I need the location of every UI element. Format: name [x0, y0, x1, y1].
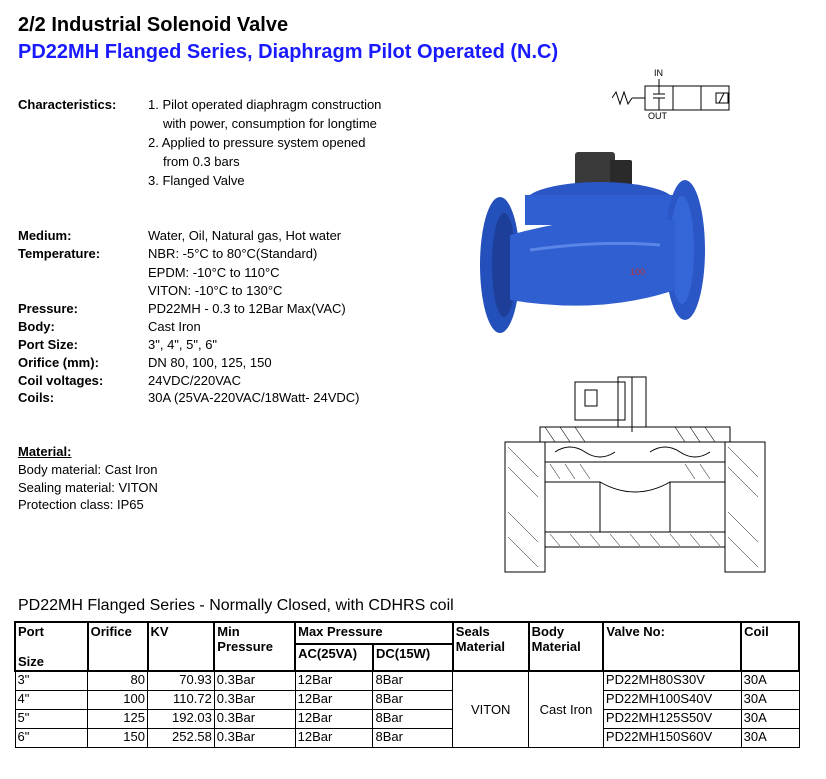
cell-ac: 12Bar	[295, 710, 373, 729]
char-line: with power, consumption for longtime	[163, 116, 377, 131]
cell-min: 0.3Bar	[214, 691, 295, 710]
page-title: 2/2 Industrial Solenoid Valve	[18, 14, 289, 36]
cell-ac: 12Bar	[295, 671, 373, 691]
cell-coil: 30A	[741, 710, 799, 729]
char-line: 2. Applied to pressure system opened	[148, 135, 366, 150]
cell-valve: PD22MH150S60V	[603, 729, 741, 748]
header-seals: Seals Material	[453, 622, 529, 671]
svg-text:100: 100	[630, 267, 646, 277]
cell-kv: 252.58	[148, 729, 215, 748]
cell-dc: 8Bar	[373, 729, 453, 748]
cell-dc: 8Bar	[373, 671, 453, 691]
symbol-out-label: OUT	[648, 111, 667, 121]
header-min: Min Pressure	[214, 622, 295, 671]
header-orifice: Orifice	[88, 622, 148, 671]
spec-label: Coil voltages:	[18, 373, 104, 388]
spec-value: VITON: -10°C to 130°C	[148, 283, 283, 298]
cell-min: 0.3Bar	[214, 729, 295, 748]
material-heading: Material:	[18, 444, 72, 459]
spec-value: PD22MH - 0.3 to 12Bar Max(VAC)	[148, 301, 346, 316]
page-subtitle: PD22MH Flanged Series, Diaphragm Pilot Operated (N.C)	[18, 41, 559, 63]
table-title: PD22MH Flanged Series - Normally Closed, with CDHRS coil	[18, 597, 454, 614]
cell-port: 5"	[15, 710, 88, 729]
table-row	[15, 729, 799, 748]
material-line: Sealing material: VITON	[18, 480, 158, 495]
cell-coil: 30A	[741, 671, 799, 691]
cross-section-diagram	[500, 372, 770, 582]
cell-ac: 12Bar	[295, 691, 373, 710]
characteristics-label: Characteristics:	[18, 97, 117, 112]
char-line: 3. Flanged Valve	[148, 173, 245, 188]
table-row	[15, 710, 799, 729]
cell-kv: 192.03	[148, 710, 215, 729]
header-ac: AC(25VA)	[295, 644, 373, 671]
spec-value: 3", 4", 5", 6"	[148, 337, 218, 352]
spec-table	[14, 621, 800, 748]
char-line: from 0.3 bars	[163, 154, 240, 169]
cell-port: 6"	[15, 729, 88, 748]
header-dc: DC(15W)	[373, 644, 453, 671]
spec-value: 30A (25VA-220VAC/18Watt- 24VDC)	[148, 390, 360, 405]
spec-label: Port Size:	[18, 337, 78, 352]
cell-orifice: 125	[88, 710, 148, 729]
cell-min: 0.3Bar	[214, 671, 295, 691]
cell-coil: 30A	[741, 729, 799, 748]
cell-orifice: 80	[88, 671, 148, 691]
header-max-pressure: Max Pressure	[295, 622, 453, 644]
cell-coil: 30A	[741, 691, 799, 710]
char-line: 1. Pilot operated diaphragm construction	[148, 97, 382, 112]
header-coil: Coil	[741, 622, 799, 671]
table-row	[15, 671, 799, 691]
cell-body: Cast Iron	[529, 671, 604, 748]
spec-label: Coils:	[18, 390, 55, 405]
cell-orifice: 100	[88, 691, 148, 710]
spec-label: Body:	[18, 319, 55, 334]
spec-value: EPDM: -10°C to 110°C	[148, 265, 280, 280]
spec-label: Medium:	[18, 228, 72, 243]
header-body: Body Material	[529, 622, 604, 671]
cell-kv: 70.93	[148, 671, 215, 691]
cell-valve: PD22MH80S30V	[603, 671, 741, 691]
spec-value: DN 80, 100, 125, 150	[148, 355, 272, 370]
cell-dc: 8Bar	[373, 710, 453, 729]
cell-dc: 8Bar	[373, 691, 453, 710]
cell-ac: 12Bar	[295, 729, 373, 748]
cell-port: 3"	[15, 671, 88, 691]
cell-min: 0.3Bar	[214, 710, 295, 729]
material-line: Body material: Cast Iron	[18, 462, 158, 477]
cell-valve: PD22MH125S50V	[603, 710, 741, 729]
cell-seals: VITON	[453, 671, 529, 748]
spec-value: Cast Iron	[148, 319, 201, 334]
valve-photo	[470, 140, 720, 340]
cell-valve: PD22MH100S40V	[603, 691, 741, 710]
table-row	[15, 691, 799, 710]
cell-orifice: 150	[88, 729, 148, 748]
spec-value: NBR: -5°C to 80°C(Standard)	[148, 246, 318, 261]
spec-label: Temperature:	[18, 246, 101, 261]
cell-kv: 110.72	[148, 691, 215, 710]
valve-symbol-icon	[612, 66, 742, 122]
symbol-in-label: IN	[654, 68, 663, 78]
header-port: Port Size	[15, 622, 88, 671]
spec-value: Water, Oil, Natural gas, Hot water	[148, 228, 342, 243]
spec-label: Pressure:	[18, 301, 78, 316]
spec-label: Orifice (mm):	[18, 355, 99, 370]
header-valve-no: Valve No:	[603, 622, 741, 671]
cell-port: 4"	[15, 691, 88, 710]
material-line: Protection class: IP65	[18, 497, 144, 512]
spec-value: 24VDC/220VAC	[148, 373, 241, 388]
header-kv: KV	[148, 622, 215, 671]
